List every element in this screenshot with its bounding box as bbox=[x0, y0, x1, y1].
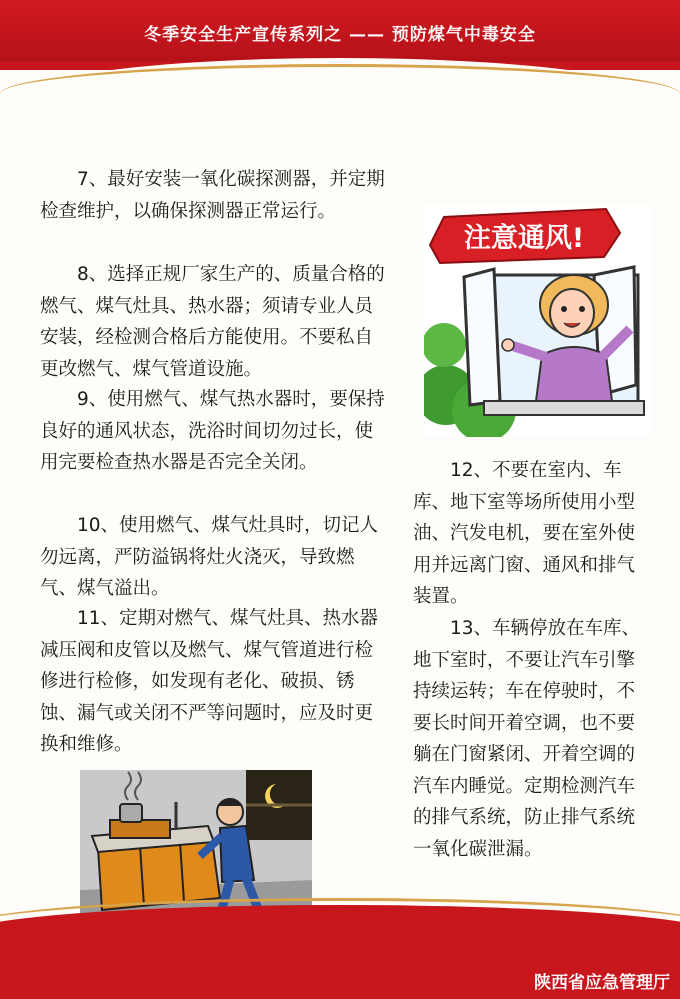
item-11: 11、定期对燃气、煤气灶具、热水器减压阀和皮管以及燃气、煤气管道进行检修进行检修，如发现有老化、破损、锈蚀、漏气或关闭不严等问题时，应及时更换和维修。 bbox=[40, 608, 379, 755]
illustration-caption: 注意通风! bbox=[463, 223, 585, 254]
item-12: 12、不要在室内、车库、地下室等场所使用小型油、汽发电机，要在室外使用并远离门窗、通风和排气装置。 bbox=[413, 460, 636, 607]
footer-organization: 陕西省应急管理厅 bbox=[534, 973, 670, 993]
item-10: 10、使用燃气、煤气灶具时，切记人勿远离，严防溢锅将灶火浇灭，导致燃气、煤气溢出。 bbox=[40, 515, 379, 599]
item-7: 7、最好安装一氧化碳探测器，并定期检查维护，以确保探测器正常运行。 bbox=[40, 169, 385, 222]
item-13: 13、车辆停放在车库、地下室时，不要让汽车引擎持续运转；车在停驶时，不要长时间开着空调，也不要躺在门窗紧闭、开着空调的汽车内睡觉。定期检测汽车的排气系统，防止排气系统一氧化碳泄漏。 bbox=[413, 618, 641, 860]
item-9: 9、使用燃气、煤气热水器时，要保持良好的通风状态，洗浴时间切勿过长，使用完要检查热水器是否完全关闭。 bbox=[40, 389, 385, 473]
ventilation-illustration bbox=[424, 205, 652, 437]
page-title: 冬季安全生产宣传系列之 —— 预防煤气中毒安全 bbox=[144, 25, 536, 45]
item-8: 8、选择正规厂家生产的、质量合格的燃气、煤气灶具、热水器；须请专业人员安装，经检测合格后方能使用。不要私自更改燃气、煤气管道设施。 bbox=[40, 264, 385, 380]
